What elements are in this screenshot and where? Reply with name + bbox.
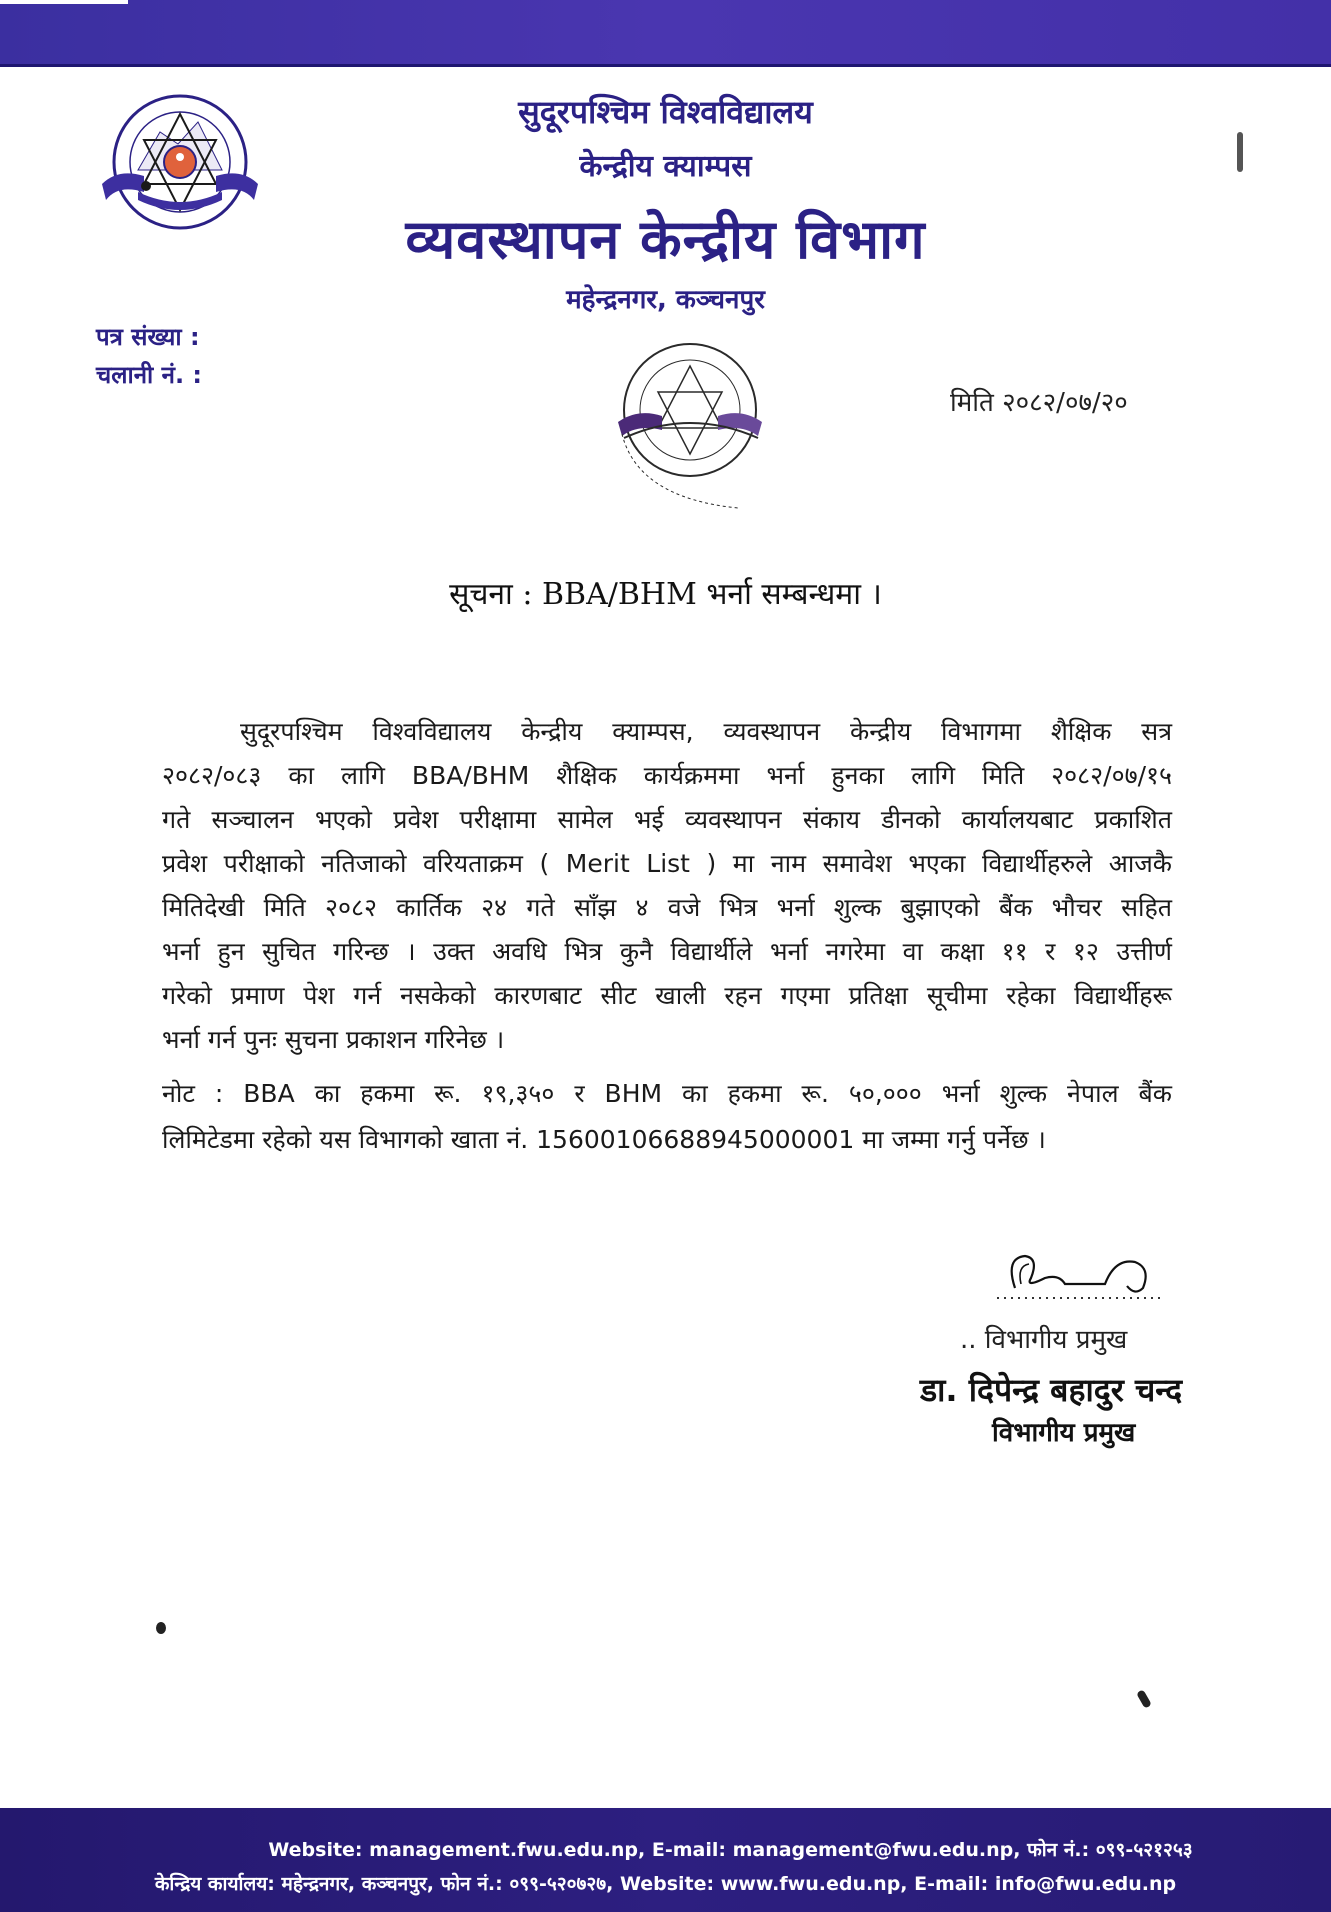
signatory-role-handwritten: .. विभागीय प्रमुख xyxy=(960,1325,1128,1355)
campus-name: केन्द्रीय क्याम्पस xyxy=(579,149,752,184)
header-band xyxy=(0,0,1331,67)
body-line: भर्ना हुन सुचित गरिन्छ । उक्त अवधि भित्र कुनै विद्यार्थीले भर्ना नगरेमा वा कक्षा ११ र १२ उत्तीर्ण xyxy=(162,937,1172,966)
university-name: सुदूरपश्चिम विश्वविद्यालय xyxy=(518,93,813,131)
dispatch-number-label: चलानी नं. : xyxy=(96,361,203,389)
signature xyxy=(995,1248,1165,1306)
notice-subject: सूचना : BBA/BHM भर्ना सम्बन्धमा । xyxy=(449,577,882,612)
note-line: नोट : BBA का हकमा रू. १९,३५० र BHM का हकमा रू. ५०,००० भर्ना शुल्क नेपाल बैंक xyxy=(162,1079,1172,1108)
body-line: गते सञ्चालन भएको प्रवेश परीक्षामा सामेल भई व्यवस्थापन संकाय डीनको कार्यालयबाट प्रकाशित xyxy=(162,805,1172,834)
letter-date: मिति २०८२/०७/२० xyxy=(950,388,1128,418)
paper-edge xyxy=(0,0,128,4)
letter-number-label: पत्र संख्या : xyxy=(96,323,200,351)
signatory-name: डा. दिपेन्द्र बहादुर चन्द xyxy=(920,1371,1183,1409)
department-name: व्यवस्थापन केन्द्रीय विभाग xyxy=(405,208,926,271)
body-line: प्रवेश परीक्षाको नतिजाको वरियताक्रम ( Merit List ) मा नाम समावेश भएका विद्यार्थीहरुले आजकै xyxy=(162,849,1172,878)
body-line: गरेको प्रमाण पेश गर्न नसकेको कारणबाट सीट खाली रहन गएमा प्रतिक्षा सूचीमा रहेका विद्यार्थीहरू xyxy=(162,981,1172,1010)
footer-department-contact: Website: management.fwu.edu.np, E-mail: management@fwu.edu.np, फोन नं.: ०९९-५२१२५३ xyxy=(268,1839,1193,1861)
footer-central-office-contact: केन्द्रिय कार्यालय: महेन्द्रनगर, कञ्चनपुर, फोन नं.: ०९९-५२०७२७, Website: www.fwu.edu.np, E-mail: info@fwu.edu.np xyxy=(154,1873,1177,1895)
department-stamp xyxy=(608,338,788,528)
body-line: मितिदेखी मिति २०८२ कार्तिक २४ गते साँझ ४ वजे भित्र भर्ना शुल्क बुझाएको बैंक भौचर सहित xyxy=(162,893,1172,922)
location: महेन्द्रनगर, कञ्चनपुर xyxy=(566,285,765,315)
pin-mark xyxy=(1237,132,1243,172)
body-line: सुदूरपश्चिम विश्वविद्यालय केन्द्रीय क्याम्पस, व्यवस्थापन केन्द्रीय विभागमा शैक्षिक सत्र xyxy=(240,717,1172,746)
punch-hole-mark xyxy=(156,1622,166,1634)
note-line: लिमिटेडमा रहेको यस विभागको खाता नं. 15600106688945000001 मा जम्मा गर्नु पर्नेछ । xyxy=(162,1125,1046,1154)
signatory-role: विभागीय प्रमुख xyxy=(992,1418,1136,1448)
body-line: २०८२/०८३ का लागि BBA/BHM शैक्षिक कार्यक्रममा भर्ना हुनका लागि मिति २०८२/०७/१५ xyxy=(162,761,1172,790)
body-line: भर्ना गर्न पुनः सुचना प्रकाशन गरिनेछ । xyxy=(162,1025,505,1054)
